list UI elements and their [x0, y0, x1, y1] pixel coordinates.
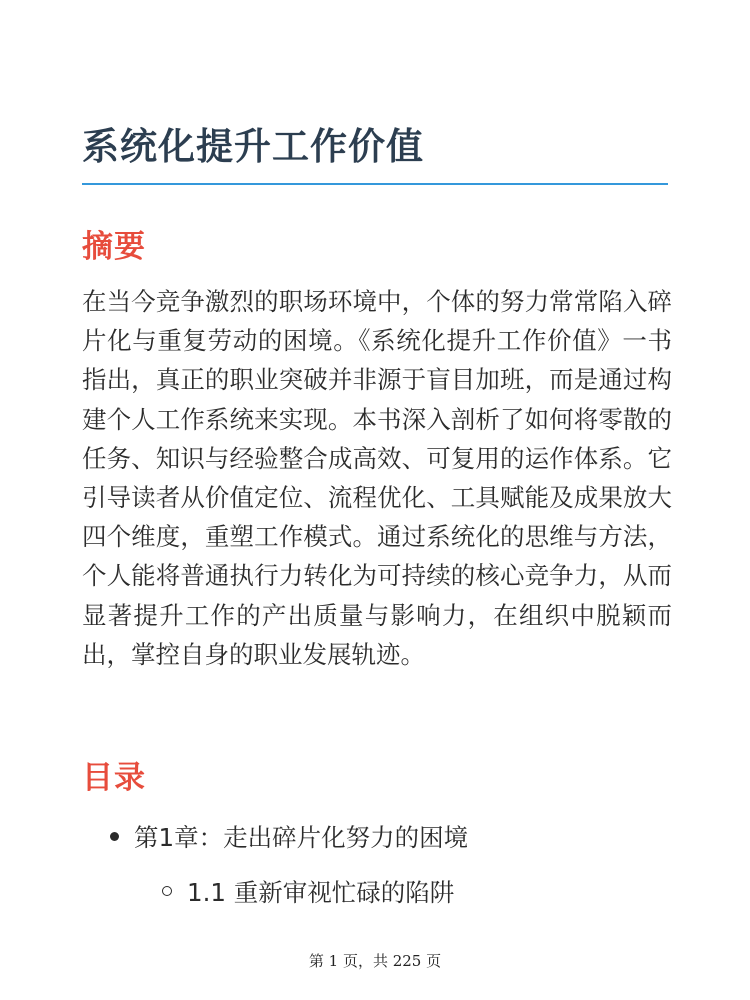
- abstract-paragraph: 在当今竞争激烈的职场环境中，个体的努力常常陷入碎片化与重复劳动的困境。《系统化提升工作价值》一书指出，真正的职业突破并非源于盲目加班，而是通过构建个人工作系统来实现。本书深入剖析了如何将零散的任务、知识与经验整合成高效、可复用的运作体系。它引导读者从价值定位、流程优化、工具赋能及成果放大四个维度，重塑工作模式。通过系统化的思维与方法，个人能将普通执行力转化为可持续的核心竞争力，从而显著提升工作的产出质量与影响力，在组织中脱颖而出，掌控自身的职业发展轨迹。: [82, 287, 672, 669]
- abstract-heading: 摘要: [82, 229, 146, 265]
- toc-heading: 目录: [82, 760, 146, 796]
- title-divider: [82, 183, 668, 185]
- page-number-footer: 第 1 页，共 225 页: [308, 952, 442, 970]
- toc-item-chapter-1[interactable]: [110, 819, 468, 854]
- bullet-disc-icon: [110, 832, 119, 841]
- toc-item-section-1-1[interactable]: [162, 874, 454, 909]
- document-title: 系统化提升工作价值: [82, 125, 424, 168]
- bullet-circle-icon: [162, 886, 172, 896]
- toc-item-label: 1.1 重新审视忙碌的陷阱: [187, 878, 455, 907]
- toc-item-label: 第1章：走出碎片化努力的困境: [134, 823, 469, 852]
